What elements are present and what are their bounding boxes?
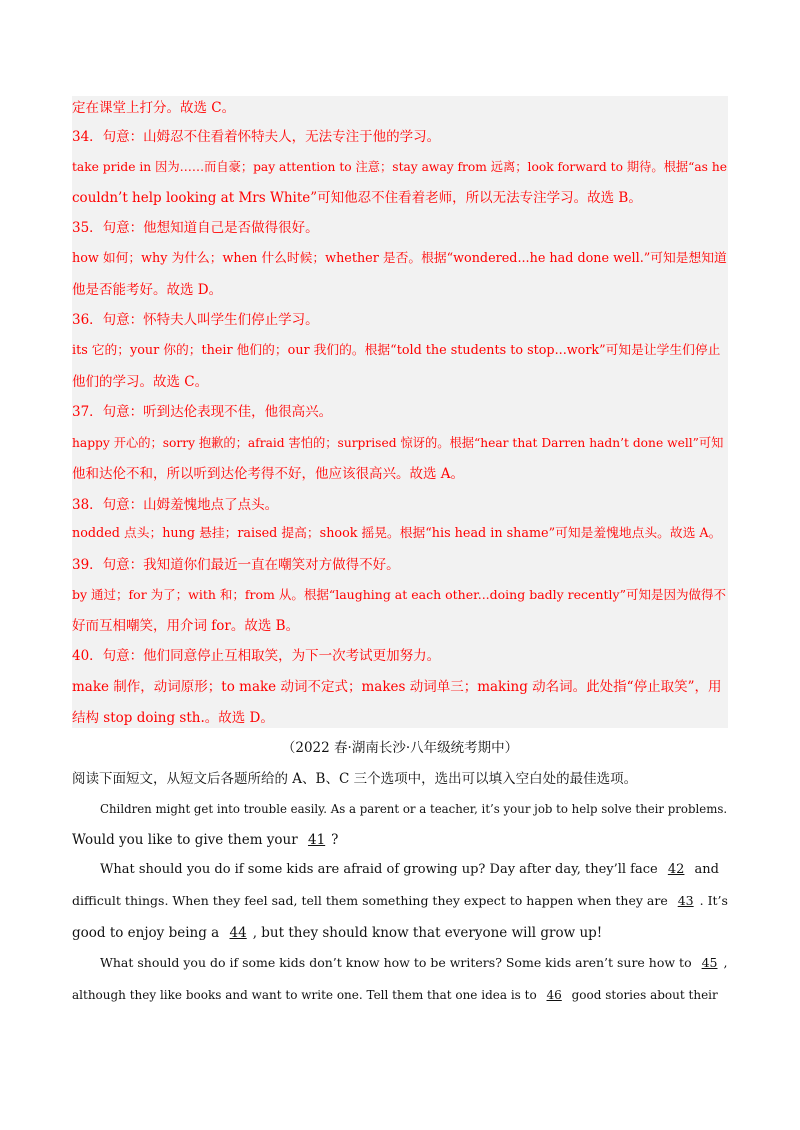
answer-line: 37．句意：听到达伦表现不佳，他很高兴。: [72, 404, 333, 420]
answer-line: 他是否能考好。故选 D。: [72, 282, 223, 298]
instruction-text: 阅读下面短文，从短文后各题所给的 A、B、C 三个选项中，选出可以填入空白处的最佳选项。: [72, 771, 638, 787]
passage-line: What should you do if some kids don’t know how to be writers? Some kids aren’t sure how to 45 ,: [100, 955, 728, 970]
passage-line: although they like books and want to write one. Tell them that one idea is to 46 good stories about their: [72, 988, 718, 1002]
answer-line: 34．句意：山姆忍不住看着怀特夫人，无法专注于他的学习。: [72, 129, 441, 145]
answer-line: couldn’t help looking at Mrs White”可知他忍不住看着老师，所以无法专注学习。故选 B。: [72, 190, 642, 206]
answer-line: 40．句意：他们同意停止互相取笑，为下一次考试更加努力。: [72, 648, 441, 664]
answer-line: 他和达伦不和，所以听到达伦考得不好，他应该很高兴。故选 A。: [72, 466, 465, 482]
answer-line: by 通过；for 为了；with 和；from 从。根据“laughing at each other...doing badly recently”可知是因为做得不: [72, 587, 726, 602]
blank-44[interactable]: 44: [229, 925, 247, 941]
answer-line: take pride in 因为……而自豪；pay attention to 注意；stay away from 远离；look forward to 期待。根据“as he: [72, 160, 727, 174]
answer-line: 35．句意：他想知道自己是否做得很好。: [72, 220, 319, 236]
blank-43[interactable]: 43: [677, 893, 694, 908]
answer-line: make 制作，动词原形；to make 动词不定式；makes 动词单三；making 动名词。此处指“停止取笑”，用: [72, 679, 722, 695]
answer-line: how 如何；why 为什么；when 什么时候；whether 是否。根据“wondered...he had done well.”可知是想知道: [72, 251, 727, 266]
answer-explanations: [72, 96, 728, 728]
answer-line: its 它的；your 你的；their 他们的；our 我们的。根据“told the students to stop...work”可知是让学生们停止: [72, 343, 721, 358]
blank-46[interactable]: 46: [546, 988, 562, 1002]
answer-line: 结构 stop doing sth.。故选 D。: [72, 710, 274, 726]
passage-line: difficult things. When they feel sad, tell them something they expect to happen when they are 43 . It’s: [72, 893, 728, 908]
answer-line: 36．句意：怀特夫人叫学生们停止学习。: [72, 312, 319, 328]
answer-line: 38．句意：山姆羞愧地点了点头。: [72, 497, 279, 513]
passage-line: Children might get into trouble easily. As a parent or a teacher, it’s your job to help solve their problems.: [100, 802, 728, 816]
blank-45[interactable]: 45: [701, 955, 718, 970]
answer-line: 39．句意：我知道你们最近一直在嘲笑对方做得不好。: [72, 557, 400, 573]
question-source: （2022 春·湖南长沙·八年级统考期中）: [281, 740, 519, 756]
blank-42[interactable]: 42: [667, 862, 685, 877]
blank-41[interactable]: 41: [307, 832, 326, 848]
passage-line: What should you do if some kids are afraid of growing up? Day after day, they’ll face 42 and: [100, 862, 719, 877]
answer-line: nodded 点头；hung 悬挂；raised 提高；shook 摇晃。根据“his head in shame”可知是羞愧地点头。故选 A。: [72, 526, 722, 541]
passage-line: good to enjoy being a 44 , but they should know that everyone will grow up!: [72, 925, 603, 941]
answer-line: 好而互相嘲笑，用介词 for。故选 B。: [72, 618, 300, 634]
answer-line: 他们的学习。故选 C。: [72, 374, 209, 390]
passage-line: Would you like to give them your 41 ?: [72, 832, 339, 848]
answer-line: happy 开心的；sorry 抱歉的；afraid 害怕的；surprised 惊讶的。根据“hear that Darren hadn’t done well”可知: [72, 436, 724, 450]
answer-line: 定在课堂上打分。故选 C。: [72, 100, 236, 116]
